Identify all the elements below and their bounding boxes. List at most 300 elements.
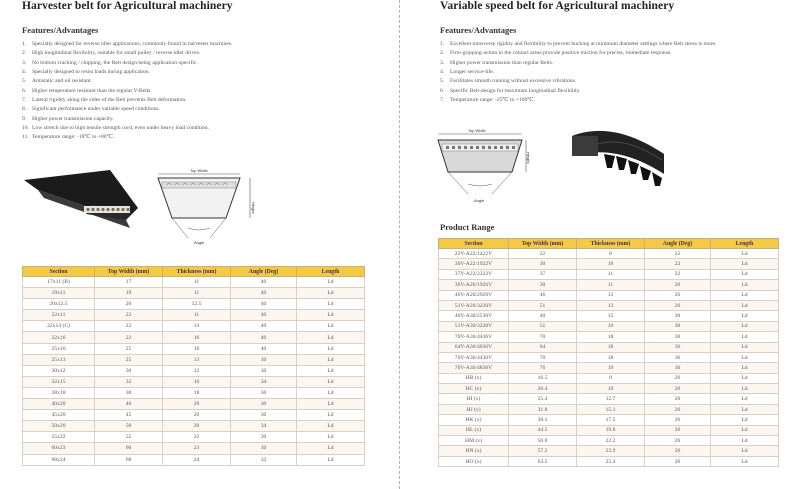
table-cell: 25	[95, 343, 163, 354]
table-cell: 76V-A36/4836V	[439, 363, 509, 373]
feature-item	[440, 77, 796, 86]
table-cell: 40V-A30/2530V	[439, 311, 509, 321]
feature-number: 10.	[22, 125, 29, 132]
table-cell: Ld	[297, 332, 365, 343]
angle-label: Angle	[474, 198, 485, 203]
table-cell: 45x20	[23, 410, 95, 421]
table-cell: 31.8	[509, 404, 577, 414]
table-cell: 16	[163, 376, 231, 387]
feature-number: 8.	[22, 106, 27, 113]
table-cell: 22	[645, 269, 711, 279]
feature-text: Higher power transmission capacity.	[32, 115, 114, 122]
table-row	[439, 269, 779, 279]
feature-text: Lateral rigidity along the sides of the Belt prevents Belt deformation.	[32, 97, 187, 104]
feature-number: 2.	[440, 50, 445, 57]
page-title: Variable speed belt for Agricultural machinery	[440, 0, 675, 12]
column-header: Section	[23, 267, 95, 277]
table-cell: 26	[645, 300, 711, 310]
feature-text: Specially designed to resist loads during application.	[32, 69, 150, 76]
table-cell: 32x15	[23, 376, 95, 387]
table-row	[23, 343, 365, 354]
feature-text: Facilitates smooth running without excessive vibrations.	[450, 78, 577, 85]
features-list	[22, 40, 392, 143]
table-row	[23, 288, 365, 299]
table-cell: 22	[645, 249, 711, 259]
table-cell: Ld	[297, 343, 365, 354]
table-cell: 40	[231, 288, 297, 299]
table-cell: 36	[645, 352, 711, 362]
table-cell: 36	[645, 342, 711, 352]
column-header: Thickness (mm)	[163, 267, 231, 277]
table-cell: Ld	[711, 300, 779, 310]
table-cell: Ld	[297, 387, 365, 398]
feature-item	[440, 40, 796, 49]
table-cell: 38	[95, 387, 163, 398]
table-cell: 26	[645, 280, 711, 290]
table-cell: 12.5	[163, 299, 231, 310]
angle-label: Angle	[194, 240, 205, 245]
table-cell: 11	[163, 310, 231, 321]
feature-number: 4.	[22, 69, 27, 76]
table-cell: 10	[577, 384, 645, 394]
table-cell: 8	[577, 373, 645, 383]
table-cell: 11	[163, 288, 231, 299]
feature-text: Longer service-life.	[450, 69, 495, 76]
table-cell: 22	[163, 432, 231, 443]
table-cell: 22x11	[23, 310, 95, 321]
table-cell: 18	[577, 342, 645, 352]
table-cell: HC (x)	[439, 384, 509, 394]
features-heading: Features/Advantages	[440, 25, 517, 35]
table-cell: 30	[231, 443, 297, 454]
feature-number: 5.	[440, 78, 445, 85]
table-cell: Ld	[711, 384, 779, 394]
table-cell: 40	[231, 277, 297, 288]
feature-item	[22, 96, 392, 105]
feature-number: 7.	[440, 97, 445, 104]
table-cell: 60	[95, 443, 163, 454]
table-cell: 23.9	[577, 446, 645, 456]
feature-text: Low stretch due to high tensile strength cord, even under heavy load condition.	[32, 125, 210, 132]
table-row	[439, 456, 779, 466]
table-cell: 20	[163, 421, 231, 432]
table-cell: Ld	[297, 288, 365, 299]
table-cell: Ld	[297, 310, 365, 321]
table-cell: 11	[577, 269, 645, 279]
feature-text: Temperature range: -25℃ to +100℃.	[450, 97, 536, 104]
table-cell: 70	[509, 332, 577, 342]
feature-number: 6.	[22, 87, 27, 94]
table-row	[439, 311, 779, 321]
table-cell: 26	[645, 446, 711, 456]
table-cell: 70V-A36/4436V	[439, 352, 509, 362]
table-cell: 22.2	[577, 436, 645, 446]
table-cell: 30	[645, 321, 711, 331]
table-cell: Ld	[711, 436, 779, 446]
table-row	[23, 454, 365, 465]
table-row	[439, 363, 779, 373]
harvester-belt-table	[22, 266, 365, 466]
table-cell: 51	[509, 300, 577, 310]
table-cell: 20	[163, 410, 231, 421]
table-row	[23, 321, 365, 332]
table-cell: 11	[163, 277, 231, 288]
table-cell: 68	[95, 454, 163, 465]
table-cell: 13	[577, 290, 645, 300]
table-cell: 15.1	[577, 404, 645, 414]
table-row	[439, 321, 779, 331]
table-cell: 50	[95, 421, 163, 432]
table-cell: 70V-A36/4436V	[439, 332, 509, 342]
table-cell: HI (x)	[439, 394, 509, 404]
table-cell: HL (x)	[439, 425, 509, 435]
feature-item	[22, 68, 392, 77]
table-cell: 63.5	[509, 456, 577, 466]
table-cell: Ld	[711, 280, 779, 290]
table-cell: 30	[509, 280, 577, 290]
variable-speed-belt-table	[438, 238, 779, 467]
table-cell: 30	[231, 365, 297, 376]
feature-item	[22, 49, 392, 58]
table-header-row	[439, 239, 779, 249]
table-cell: 32	[231, 454, 297, 465]
feature-item	[22, 40, 392, 49]
table-cell: 51V-A26/3226V	[439, 300, 509, 310]
table-row	[23, 299, 365, 310]
table-header-row	[23, 267, 365, 277]
harvester-belt-image	[22, 168, 140, 230]
table-cell: HB (x)	[439, 373, 509, 383]
column-header: Length	[711, 239, 779, 249]
table-cell: Ld	[297, 399, 365, 410]
table-cell: 16	[577, 321, 645, 331]
table-cell: 13	[577, 300, 645, 310]
table-cell: HO (x)	[439, 456, 509, 466]
table-cell: Ld	[297, 421, 365, 432]
table-cell: 30V-A26/1926V	[439, 280, 509, 290]
table-cell: 14	[163, 321, 231, 332]
top-width-label: Top Width	[468, 128, 486, 133]
table-cell: 50x20	[23, 421, 95, 432]
table-cell: 11	[577, 280, 645, 290]
table-cell: 22	[95, 332, 163, 343]
table-cell: Ld	[711, 373, 779, 383]
feature-number: 3.	[440, 59, 445, 66]
table-cell: Ld	[297, 410, 365, 421]
feature-text: Antistatic and oil resistant.	[32, 78, 92, 85]
table-cell: 19.8	[577, 425, 645, 435]
table-cell: 15	[577, 311, 645, 321]
table-cell: 46	[509, 290, 577, 300]
feature-item	[22, 77, 392, 86]
table-row	[439, 373, 779, 383]
column-header: Top Width (mm)	[509, 239, 577, 249]
table-cell: 13	[163, 354, 231, 365]
table-cell: 25x13	[23, 354, 95, 365]
height-label: Height	[251, 202, 256, 214]
variable-speed-belt-diagram	[432, 128, 532, 206]
table-cell: 51	[509, 321, 577, 331]
table-row	[23, 365, 365, 376]
table-cell: 19	[95, 288, 163, 299]
table-cell: 20	[163, 399, 231, 410]
table-cell: 26	[645, 290, 711, 300]
table-cell: Ld	[297, 432, 365, 443]
feature-text: Higher power transmission than regular Belts.	[450, 59, 554, 66]
table-cell: 44.5	[509, 425, 577, 435]
table-cell: 57.2	[509, 446, 577, 456]
table-cell: 22x16	[23, 332, 95, 343]
feature-item	[22, 124, 392, 133]
table-cell: Ld	[297, 454, 365, 465]
column-header: Thickness (mm)	[577, 239, 645, 249]
table-row	[439, 280, 779, 290]
table-cell: 38.1	[509, 415, 577, 425]
feature-item	[440, 49, 796, 58]
table-cell: Ld	[711, 259, 779, 269]
table-cell: 20	[95, 299, 163, 310]
table-cell: 50.8	[509, 436, 577, 446]
table-cell: 40	[231, 310, 297, 321]
product-range-heading: Product Range	[440, 222, 495, 232]
feature-item	[22, 133, 392, 142]
table-cell: Ld	[711, 269, 779, 279]
column-header: Angle (Deg)	[645, 239, 711, 249]
table-cell: Ld	[297, 365, 365, 376]
table-cell: 26	[645, 373, 711, 383]
feature-number: 1.	[22, 41, 27, 47]
table-cell: 12.7	[577, 394, 645, 404]
table-row	[439, 342, 779, 352]
page-title: Harvester belt for Agricultural machinery	[22, 0, 233, 12]
table-row	[439, 300, 779, 310]
feature-number: 11.	[22, 134, 29, 141]
table-cell: Ld	[711, 363, 779, 373]
table-cell: 55x22	[23, 432, 95, 443]
feature-text: No bottom cracking / chipping, the Belt design being application-specific.	[32, 59, 198, 66]
table-cell: 40	[231, 299, 297, 310]
feature-number: 7.	[22, 97, 27, 104]
table-cell: 38x18	[23, 387, 95, 398]
table-cell: 30	[509, 259, 577, 269]
column-header: Section	[439, 239, 509, 249]
feature-item	[440, 59, 796, 68]
table-cell: 45	[95, 410, 163, 421]
table-cell: 19	[577, 363, 645, 373]
table-cell: 25.4	[577, 456, 645, 466]
feature-text: Significant performance under variable speed conditions.	[32, 106, 160, 113]
feature-number: 1.	[440, 41, 445, 47]
table-cell: 19x11	[23, 288, 95, 299]
feature-text: High longitudinal flexibility, suitable for small pulley / reverse idler drives.	[32, 50, 201, 57]
table-row	[439, 394, 779, 404]
features-list	[440, 40, 796, 105]
table-row	[439, 415, 779, 425]
table-cell: 40x20	[23, 399, 95, 410]
table-cell: 25.4	[509, 394, 577, 404]
table-row	[23, 277, 365, 288]
feature-item	[22, 105, 392, 114]
table-cell: 22V-A22/1422V	[439, 249, 509, 259]
table-row	[439, 404, 779, 414]
table-cell: Ld	[297, 321, 365, 332]
table-row	[439, 249, 779, 259]
table-row	[439, 425, 779, 435]
table-cell: 40	[231, 321, 297, 332]
table-cell: 30	[231, 354, 297, 365]
table-cell: 30	[231, 387, 297, 398]
table-cell: Ld	[297, 299, 365, 310]
harvester-belt-diagram	[150, 168, 270, 246]
table-cell: 64V-A36/4036V	[439, 342, 509, 352]
table-cell: 26	[645, 436, 711, 446]
table-cell: Ld	[711, 456, 779, 466]
table-cell: 18	[163, 387, 231, 398]
feature-number: 3.	[22, 59, 27, 66]
table-row	[23, 443, 365, 454]
table-cell: 26	[645, 384, 711, 394]
table-cell: 76	[509, 363, 577, 373]
table-cell: 60x23	[23, 443, 95, 454]
feature-item	[22, 59, 392, 68]
table-cell: 20.4	[509, 384, 577, 394]
table-cell: 30x12	[23, 365, 95, 376]
table-row	[439, 436, 779, 446]
table-cell: 23	[163, 443, 231, 454]
table-cell: Ld	[711, 446, 779, 456]
table-cell: Ld	[711, 332, 779, 342]
table-cell: Ld	[711, 311, 779, 321]
table-cell: 17.5	[577, 415, 645, 425]
variable-speed-belt-image	[568, 124, 668, 206]
table-cell: 40	[509, 311, 577, 321]
feature-number: 2.	[22, 50, 27, 57]
table-row	[23, 376, 365, 387]
table-row	[439, 290, 779, 300]
table-cell: 26	[645, 394, 711, 404]
feature-number: 4.	[440, 69, 445, 76]
table-cell: Ld	[711, 404, 779, 414]
table-cell: 8	[577, 249, 645, 259]
table-cell: 40	[231, 332, 297, 343]
column-header: Angle (Deg)	[231, 267, 297, 277]
table-row	[23, 332, 365, 343]
left-page	[0, 0, 398, 489]
table-cell: Ld	[711, 394, 779, 404]
table-cell: 22	[95, 310, 163, 321]
table-row	[439, 384, 779, 394]
table-cell: 34	[231, 421, 297, 432]
table-row	[23, 432, 365, 443]
table-cell: 30V-A22/1922V	[439, 259, 509, 269]
table-cell: 51V-A30/3230V	[439, 321, 509, 331]
table-cell: 70	[509, 352, 577, 362]
table-cell: 25	[95, 354, 163, 365]
table-cell: 30	[95, 365, 163, 376]
table-cell: 12	[163, 365, 231, 376]
table-cell: 18	[577, 332, 645, 342]
table-cell: 17	[95, 277, 163, 288]
table-cell: Ld	[711, 321, 779, 331]
table-cell: 22	[645, 259, 711, 269]
page-divider	[399, 0, 400, 489]
feature-number: 6.	[440, 87, 445, 94]
table-cell: 16.5	[509, 373, 577, 383]
table-cell: 37V-A22/2322V	[439, 269, 509, 279]
feature-number: 9.	[22, 115, 27, 122]
table-cell: Ld	[297, 443, 365, 454]
table-cell: Ld	[711, 342, 779, 352]
table-cell: 16	[163, 343, 231, 354]
table-cell: Ld	[297, 277, 365, 288]
table-cell: Ld	[297, 376, 365, 387]
table-cell: 30	[231, 410, 297, 421]
table-cell: 26	[645, 415, 711, 425]
table-cell: 64	[509, 342, 577, 352]
feature-text: Specially designed for reverse idler applications, commonly found in harvester machines.	[32, 41, 233, 47]
table-cell: 10	[577, 259, 645, 269]
table-cell: 30	[645, 332, 711, 342]
table-cell: 24	[163, 454, 231, 465]
table-cell: 30	[231, 399, 297, 410]
table-cell: 18	[577, 352, 645, 362]
table-cell: 26	[645, 425, 711, 435]
table-row	[439, 446, 779, 456]
table-cell: 17x11 (B)	[23, 277, 95, 288]
table-cell: 46V-A26/2926V	[439, 290, 509, 300]
feature-text: Firm-gripping-action in the contact areas provide positive traction for precise, immediate response.	[450, 50, 672, 57]
table-row	[23, 421, 365, 432]
table-cell: 37	[509, 269, 577, 279]
table-cell: 26	[645, 456, 711, 466]
table-row	[23, 310, 365, 321]
table-cell: 36	[645, 363, 711, 373]
table-cell: 26	[645, 404, 711, 414]
column-header: Length	[297, 267, 365, 277]
table-cell: Ld	[711, 290, 779, 300]
column-header: Top Width (mm)	[95, 267, 163, 277]
table-cell: 16	[163, 332, 231, 343]
feature-item	[440, 68, 796, 77]
features-heading: Features/Advantages	[22, 25, 99, 35]
top-width-label: Top Width	[190, 168, 208, 173]
feature-item	[22, 87, 392, 96]
table-cell: 55	[95, 432, 163, 443]
table-cell: HJ (x)	[439, 404, 509, 414]
table-cell: HM (x)	[439, 436, 509, 446]
feature-text: Higher temperature resistant than the regular V-Belts.	[32, 87, 152, 94]
table-row	[23, 354, 365, 365]
table-cell: 22	[509, 249, 577, 259]
table-cell: 30	[645, 311, 711, 321]
table-cell: Ld	[711, 249, 779, 259]
table-cell: HN (x)	[439, 446, 509, 456]
table-cell: 68x24	[23, 454, 95, 465]
table-cell: 40	[95, 399, 163, 410]
table-row	[439, 352, 779, 362]
table-cell: 25x16	[23, 343, 95, 354]
table-cell: Ld	[297, 354, 365, 365]
feature-item	[440, 87, 796, 96]
table-cell: 40	[231, 343, 297, 354]
table-cell: 30	[231, 432, 297, 443]
table-row	[439, 259, 779, 269]
table-cell: Ld	[711, 352, 779, 362]
table-row	[23, 410, 365, 421]
feature-text: Excellent transverse rigidity and flexibility to prevent bucking at minimum diameter settings where Belt stress is more.	[450, 41, 717, 47]
feature-item	[440, 96, 796, 105]
table-cell: Ld	[711, 425, 779, 435]
